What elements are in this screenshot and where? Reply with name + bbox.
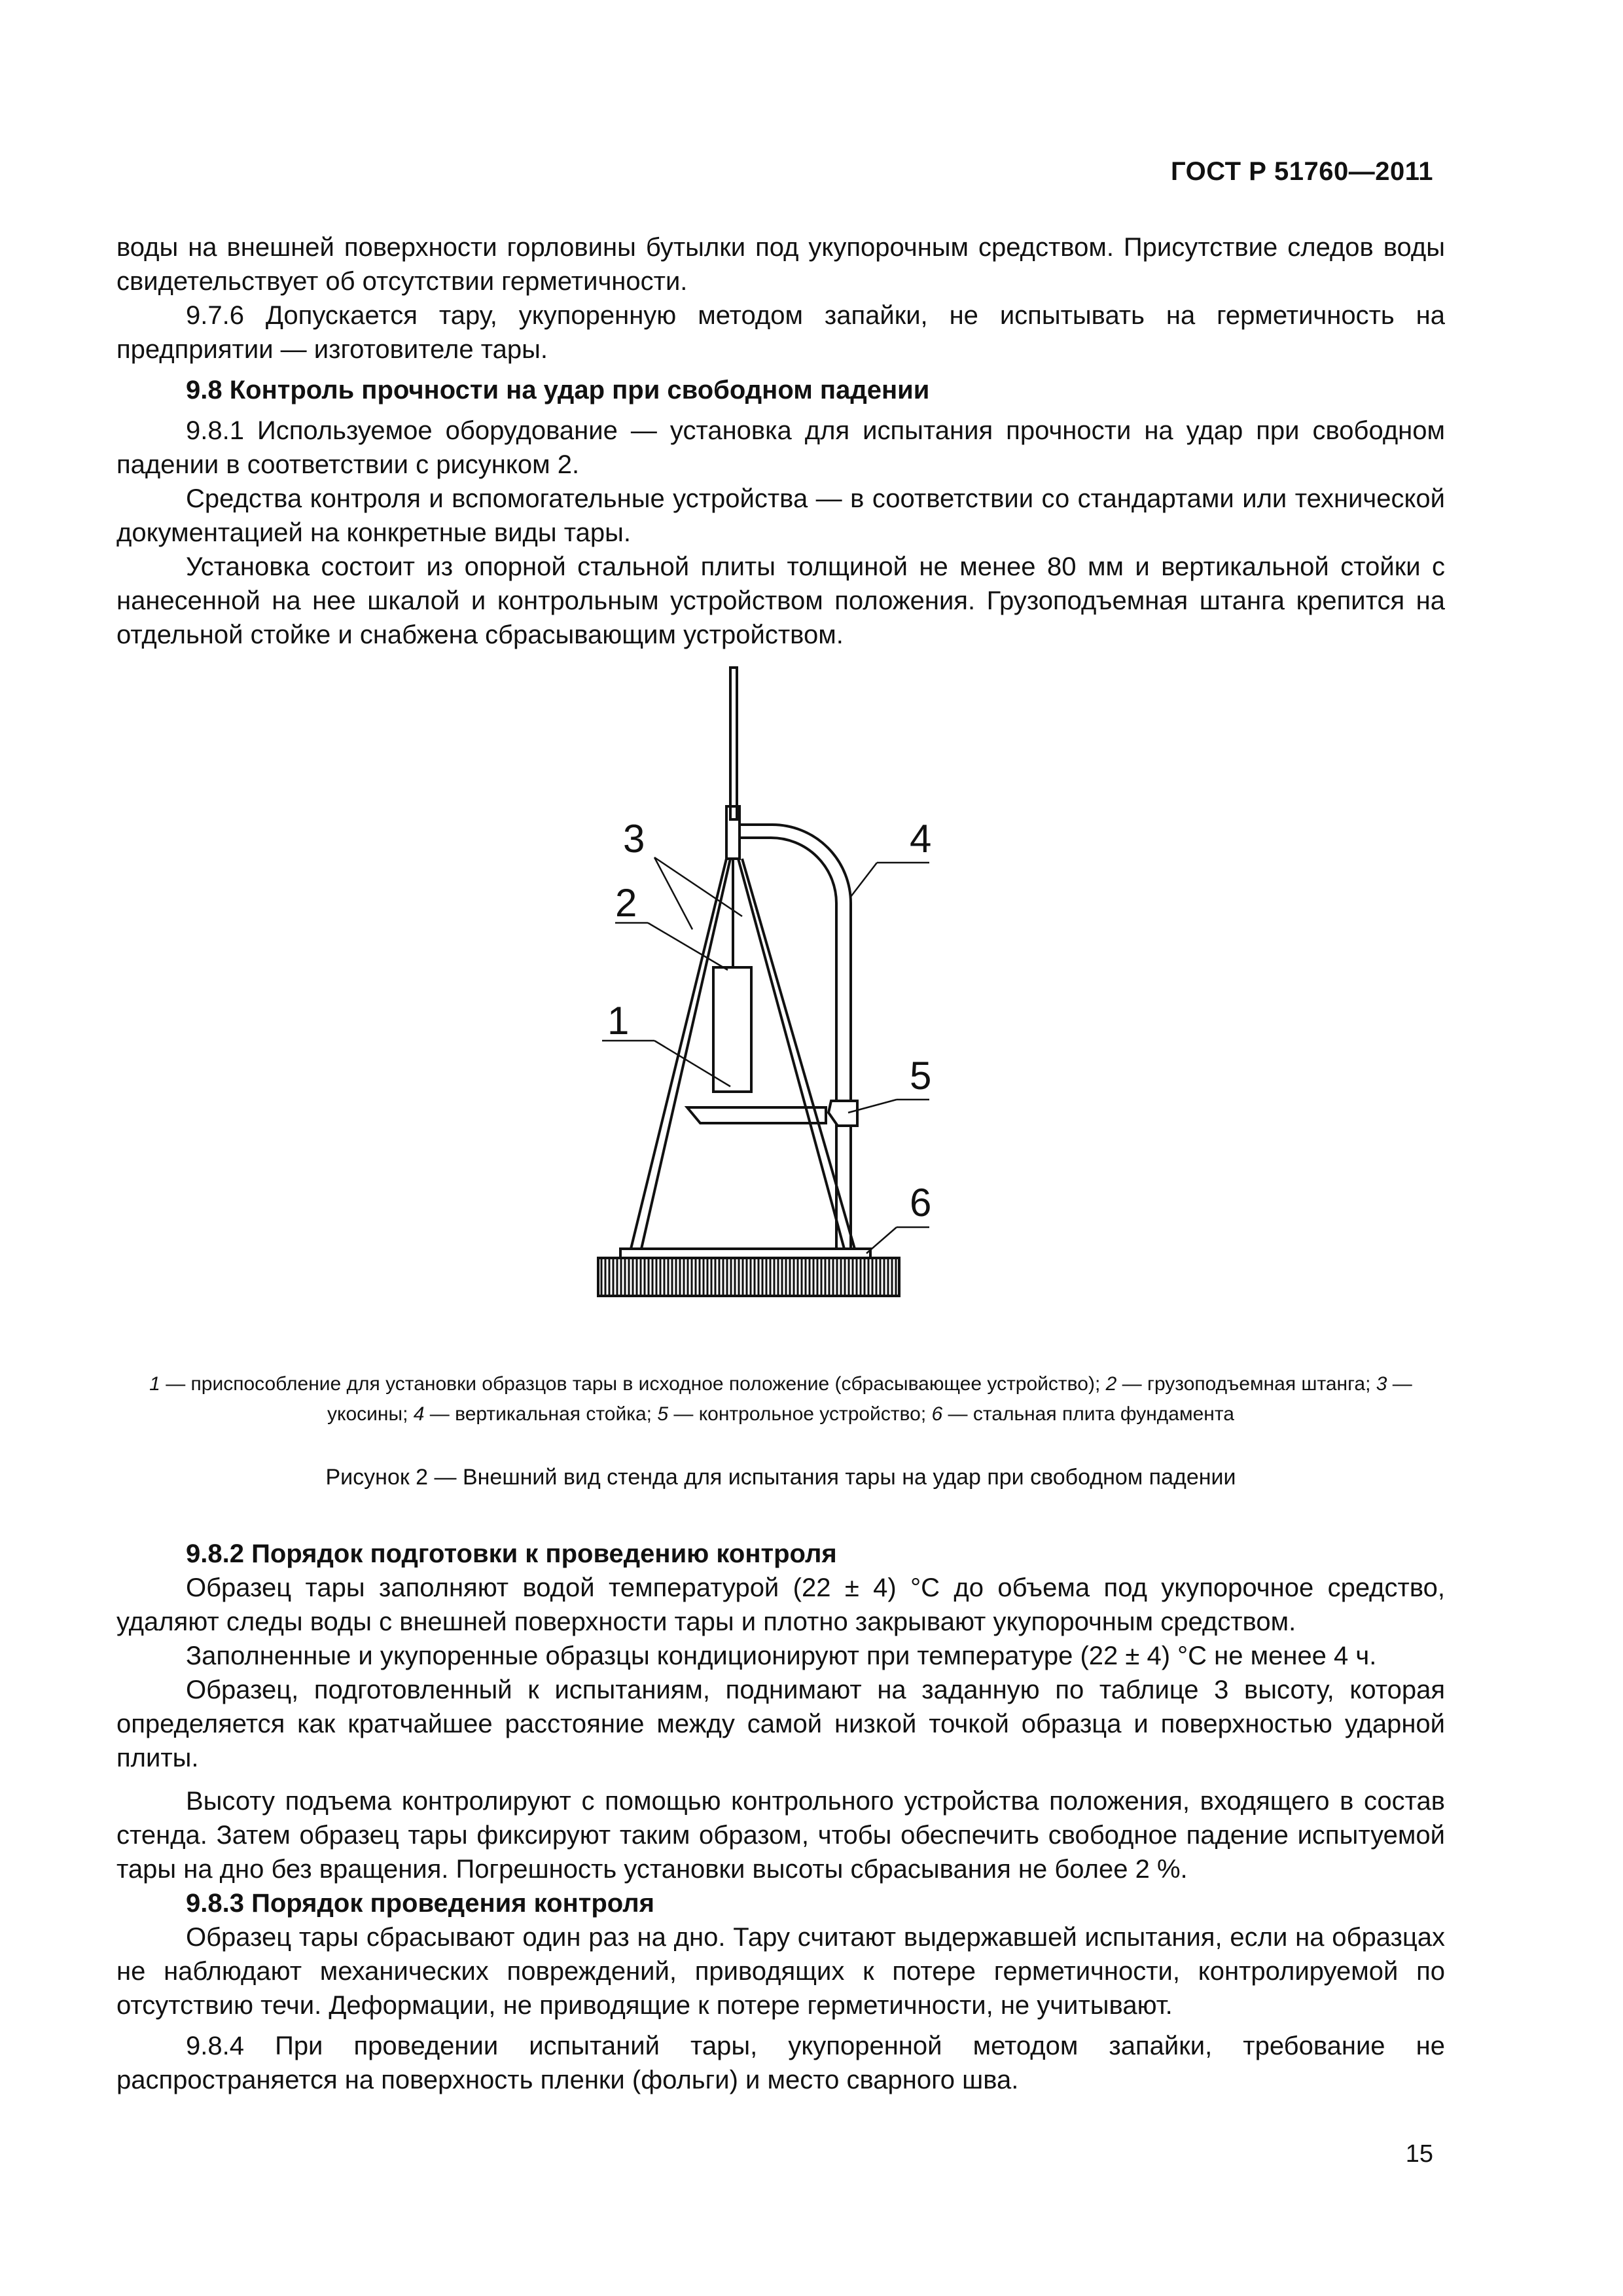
paragraph-9-8-1: 9.8.1 Используемое оборудование — установка для испытания прочности на удар при свободном падении в соответствии с рисунком 2. [116,416,1445,479]
callout-6: 6 [910,1181,932,1225]
paragraph-9-8-4: 9.8.4 При проведении испытаний тары, укупоренной методом запайки, требование не распространяется на поверхность пленки (фольги) и место сварного шва. [116,2032,1445,2094]
heading-9-8-2: 9.8.2 Порядок подготовки к проведению контроля [186,1539,837,1568]
paragraph-fill-specimen: Образец тары заполняют водой температурой (22 ± 4) °С до объема под укупорочное средство, удаляют следы воды с внешней поверхности тары и плотно закрывают укупорочным средством. [116,1573,1445,1636]
paragraph-conditioning: Заполненные и укупоренные образцы кондиционируют при температуре (22 ± 4) °С не менее 4 ч. [186,1641,1377,1670]
control-device [829,1101,857,1126]
paragraph-control-means: Средства контроля и вспомогательные устройства — в соответствии со стандартами или технической документацией на конкретные виды тары. [116,484,1445,547]
figure-2-drawing [576,655,1047,1335]
paragraph-installation: Установка состоит из опорной стальной плиты толщиной не менее 80 мм и вертикальной стойки с нанесенной на нее шкалой и контрольным устройством положения. Грузоподъемная штанга крепится на отдельной стойке и снабжена сбрасывающим устройством. [116,552,1445,649]
text-block-top [116,230,1445,652]
callout-2: 2 [615,881,637,925]
heading-9-8: 9.8 Контроль прочности на удар при свободном падении [186,376,930,404]
callout-1: 1 [607,999,630,1043]
text-block-bottom [116,1537,1445,2097]
base-plate-top [620,1249,870,1258]
brace-right [738,859,844,1249]
foundation-plate [598,1258,899,1296]
specimen-fixture [713,967,751,1092]
paragraph-height-control: Высоту подъема контролируют с помощью контрольного устройства положения, входящего в состав стенда. Затем образец тары фиксируют таким образом, чтобы обеспечить свободное падение испытуемой тары на дно без вращения. Погрешность установки высоты сбрасывания не более 2 %. [116,1787,1445,1884]
paragraph-9-7-6: 9.7.6 Допускается тару, укупоренную методом запайки, не испытывать на герметичность на предприятии — изготовителе тары. [116,301,1445,364]
lifting-rod-top [730,668,737,819]
paragraph-lift-height: Образец, подготовленный к испытаниям, поднимают на заданную по таблице 3 высоту, которая определяется как кратчайшее расстояние между самой низкой точкой образца и поверхностью ударной плиты. [116,1676,1445,1772]
page-number: 15 [1405,2140,1433,2168]
paragraph-continued: воды на внешней поверхности горловины бутылки под укупорочным средством. Присутствие следов воды свидетельствует об отсутствии герметичности. [116,233,1445,296]
callout-3: 3 [623,817,645,861]
heading-9-8-3: 9.8.3 Порядок проведения контроля [186,1889,654,1918]
figure-title: Рисунок 2 — Внешний вид стенда для испытания тары на удар при свободном падении [325,1465,1236,1490]
callout-5: 5 [910,1054,932,1098]
paragraph-drop-test: Образец тары сбрасывают один раз на дно. Тару считают выдержавшей испытания, если на образцах не наблюдают механических повреждений, приводящих к потере герметичности, контролируемой по отсутствию течи. Деформации, не приводящие к потере герметичности, не учитывают. [116,1923,1445,2020]
document-code: ГОСТ Р 51760—2011 [1171,157,1433,186]
figure-legend: 1 — приспособление для установки образцов тары в исходное положение (сбрасывающее устройство); 2 — грузоподъемная штанга; 3 — укосины; 4 — вертикальная стойка; 5 — контрольное устройство; 6 — стальная плита фундамента [149,1373,1412,1425]
callout-4: 4 [910,817,932,861]
